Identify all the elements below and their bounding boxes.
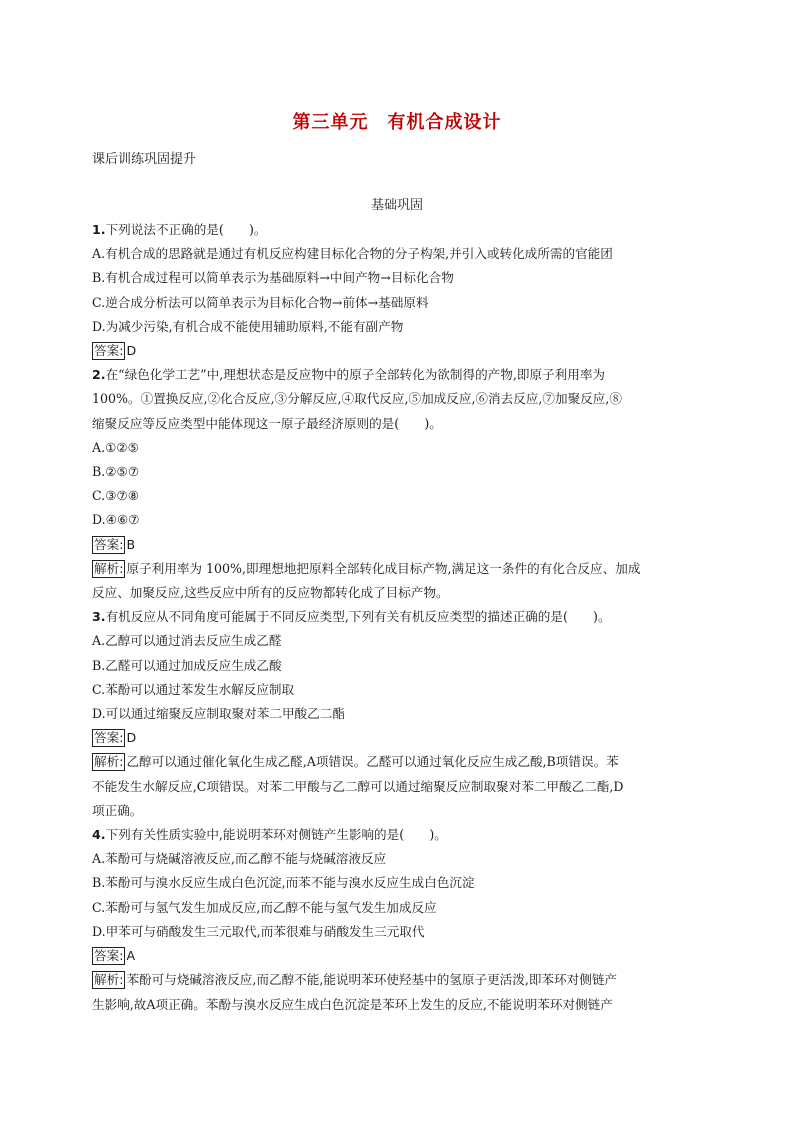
option-b: B.②⑤⑦ [92,464,140,480]
question-number: 1. [92,222,106,237]
explanation-line: 不能发生水解反应,C项错误。对苯二甲酸与乙二醇可以通过缩聚反应制取聚对苯二甲酸乙二酯,D [92,778,624,794]
explanation-label: 解析: [94,560,124,576]
question-list [92,218,704,1017]
answer-line [92,944,704,968]
option-d: D.为减少污染,有机合成不能使用辅助原料,不能有副产物 [92,318,404,334]
option-a: A.乙醇可以通过消去反应生成乙醛 [92,633,282,649]
explanation-label: 解析: [94,754,124,770]
answer-label: 答案: [94,536,124,552]
answer-value: B [126,536,136,552]
option-c: C.苯酚可与氢气发生加成反应,而乙醇不能与氢气发生加成反应 [92,899,437,915]
question-1 [92,218,704,363]
page-title: 第三单元 有机合成设计 [292,112,502,133]
answer-line [92,339,704,363]
section-heading: 基础巩固 [370,198,423,213]
option-d: D.④⑥⑦ [92,512,140,528]
question-stem: 3.有机反应从不同角度可能属于不同反应类型,下列有关有机反应类型的描述正确的是( )。 [92,609,611,625]
question-number: 4. [92,827,106,843]
question-stem: 4.下列有关性质实验中,能说明苯环对侧链产生影响的是( )。 [92,827,447,843]
answer-value: A [126,948,136,964]
explanation-line: 项正确。 [92,802,143,818]
answer-line [92,726,704,750]
option-b: B.有机合成过程可以简单表示为基础原料→中间产物→目标化合物 [92,270,454,286]
question-stem-line: 缩聚反应等反应类型中能体现这一原子最经济原则的是( )。 [92,415,442,431]
answer-value: D [126,730,137,746]
explanation-line: 解析: 原子利用率为 100%,即理想地把原料全部转化成目标产物,满足这一条件的有化合反应、加成 [94,560,641,576]
answer-label: 答案: [94,343,124,359]
explanation-line: 解析: 乙醇可以通过催化氧化生成乙醛,A项错误。乙醛可以通过氧化反应生成乙酸,B项错误。苯 [94,754,619,770]
option-b: B.乙醛可以通过加成反应生成乙酸 [92,657,282,673]
explanation-label: 解析: [94,972,124,988]
question-3 [92,605,704,823]
option-d: D.甲苯可与硝酸发生三元取代,而苯很难与硝酸发生三元取代 [92,923,425,939]
explanation-line: 生影响,故A项正确。苯酚与溴水反应生成白色沉淀是苯环上发生的反应,不能说明苯环对侧链产 [92,996,613,1012]
question-4 [92,823,704,1017]
answer-value: D [126,343,137,359]
option-a: A.苯酚可与烧碱溶液反应,而乙醇不能与烧碱溶液反应 [92,851,387,867]
page-subtitle: 课后训练巩固提升 [92,152,197,167]
option-b: B.苯酚可与溴水反应生成白色沉淀,而苯不能与溴水反应生成白色沉淀 [92,875,475,891]
question-stem-line: 100%。①置换反应,②化合反应,③分解反应,④取代反应,⑤加成反应,⑥消去反应,⑦加聚反应,⑧ [92,391,622,407]
option-a: A.①②⑤ [92,439,139,455]
answer-label: 答案: [94,948,124,964]
explanation-line: 解析: 苯酚可与烧碱溶液反应,而乙醇不能,能说明苯环使羟基中的氢原子更活泼,即苯环对侧链产 [94,972,618,988]
option-c: C.③⑦⑧ [92,488,140,504]
question-stem: 1.下列说法不正确的是( )。 [92,222,267,237]
answer-line [92,533,704,557]
option-d: D.可以通过缩聚反应制取聚对苯二甲酸乙二酯 [92,706,345,722]
option-a: A.有机合成的思路就是通过有机反应构建目标化合物的分子构架,并引入或转化成所需的官能团 [92,246,613,262]
question-number: 3. [92,609,106,625]
explanation-line: 反应、加聚反应,这些反应中所有的反应物都转化成了目标产物。 [92,585,449,601]
question-2 [92,363,704,605]
option-c: C.逆合成分析法可以简单表示为目标化合物→前体→基础原料 [92,294,429,310]
question-number: 2. [92,367,106,383]
question-stem: 2.在“绿色化学工艺”中,理想状态是反应物中的原子全部转化为欲制得的产物,即原子利用率为 [92,367,606,383]
option-c: C.苯酚可以通过苯发生水解反应制取 [92,681,295,697]
answer-label: 答案: [94,730,124,746]
